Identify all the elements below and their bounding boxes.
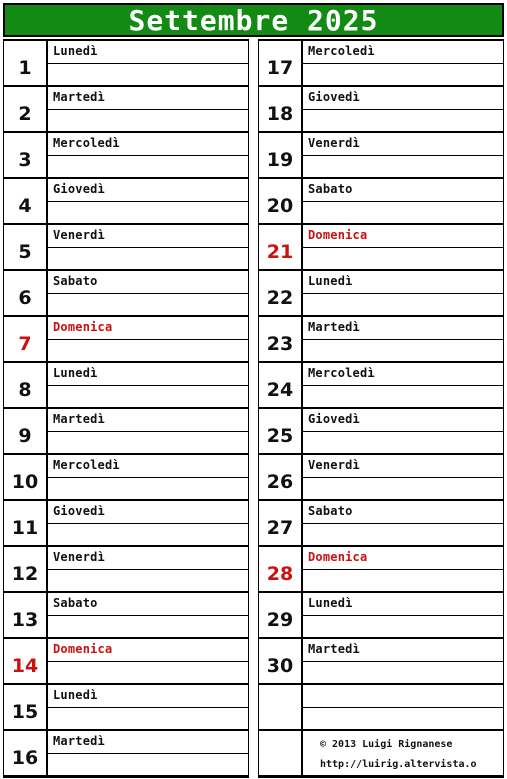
empty-row <box>259 731 503 777</box>
day-row <box>4 547 248 593</box>
note-line <box>48 155 248 156</box>
day-row <box>4 639 248 685</box>
day-notes-area[interactable] <box>48 593 248 637</box>
note-line <box>48 661 248 662</box>
day-notes-area[interactable] <box>48 409 248 453</box>
note-line <box>48 523 248 524</box>
day-notes-area[interactable] <box>48 87 248 131</box>
day-number: 13 <box>4 593 48 637</box>
weekday-name: Lunedì <box>308 274 353 288</box>
weekday-name: Sabato <box>308 182 353 196</box>
day-number: 14 <box>4 639 48 683</box>
weekday-name: Mercoledì <box>308 366 375 380</box>
day-notes-area[interactable] <box>48 179 248 223</box>
day-number: 30 <box>259 639 303 683</box>
note-line <box>303 385 503 386</box>
day-number: 27 <box>259 501 303 545</box>
day-notes-area[interactable] <box>303 179 503 223</box>
day-row <box>4 409 248 455</box>
day-number: 7 <box>4 317 48 361</box>
day-number: 9 <box>4 409 48 453</box>
day-number: 18 <box>259 87 303 131</box>
day-number: 17 <box>259 41 303 85</box>
note-line <box>48 293 248 294</box>
weekday-name: Mercoledì <box>308 44 375 58</box>
day-row <box>4 501 248 547</box>
day-notes-area[interactable] <box>48 317 248 361</box>
day-number: 15 <box>4 685 48 729</box>
day-row <box>4 41 248 87</box>
weekday-name: Giovedì <box>53 504 105 518</box>
day-notes-area[interactable] <box>48 225 248 269</box>
copyright-text: © 2013 Luigi Rignanese <box>320 739 453 750</box>
day-number: 8 <box>4 363 48 407</box>
note-line <box>48 247 248 248</box>
day-row <box>4 593 248 639</box>
weekday-name: Mercoledì <box>53 458 120 472</box>
day-notes-area[interactable] <box>48 133 248 177</box>
day-row <box>259 133 503 179</box>
day-row <box>259 317 503 363</box>
day-notes-area[interactable] <box>303 363 503 407</box>
weekday-name: Giovedì <box>308 90 360 104</box>
weekday-name: Venerdì <box>53 550 105 564</box>
day-notes-area[interactable] <box>303 547 503 591</box>
day-row <box>4 87 248 133</box>
note-line <box>303 615 503 616</box>
day-notes-area[interactable] <box>303 87 503 131</box>
right-day-column <box>258 39 504 778</box>
day-notes-area[interactable] <box>48 501 248 545</box>
note-line <box>48 615 248 616</box>
weekday-name: Martedì <box>53 734 105 748</box>
day-row <box>259 363 503 409</box>
day-row <box>259 225 503 271</box>
day-row <box>259 501 503 547</box>
weekday-name: Martedì <box>308 642 360 656</box>
day-number: 21 <box>259 225 303 269</box>
day-row <box>259 179 503 225</box>
note-line <box>303 155 503 156</box>
calendar-title: Settembre 2025 <box>128 3 379 37</box>
day-row <box>4 363 248 409</box>
weekday-name: Mercoledì <box>53 136 120 150</box>
note-line <box>48 63 248 64</box>
weekday-name: Venerdì <box>308 136 360 150</box>
note-line <box>303 477 503 478</box>
note-line <box>303 431 503 432</box>
day-row <box>4 685 248 731</box>
day-row <box>259 271 503 317</box>
day-number: 1 <box>4 41 48 85</box>
day-number: 26 <box>259 455 303 499</box>
weekday-name: Sabato <box>308 504 353 518</box>
note-line <box>303 63 503 64</box>
weekday-name: Sabato <box>53 274 98 288</box>
day-row <box>259 593 503 639</box>
day-number: 4 <box>4 179 48 223</box>
day-row <box>4 731 248 777</box>
empty-notes-area <box>303 685 503 729</box>
day-row <box>259 455 503 501</box>
day-notes-area[interactable] <box>48 547 248 591</box>
weekday-name: Lunedì <box>308 596 353 610</box>
note-line <box>48 201 248 202</box>
left-day-column <box>3 39 249 778</box>
note-line <box>303 109 503 110</box>
note-line <box>303 201 503 202</box>
weekday-name: Lunedì <box>53 688 98 702</box>
weekday-name: Giovedì <box>308 412 360 426</box>
day-row <box>4 271 248 317</box>
day-notes-area[interactable] <box>303 133 503 177</box>
weekday-name: Sabato <box>53 596 98 610</box>
day-number: 25 <box>259 409 303 453</box>
day-notes-area[interactable] <box>303 455 503 499</box>
day-notes-area[interactable] <box>48 685 248 729</box>
note-line <box>303 247 503 248</box>
day-row <box>259 87 503 133</box>
weekday-name: Giovedì <box>53 182 105 196</box>
day-notes-area[interactable] <box>48 455 248 499</box>
day-row <box>259 409 503 455</box>
weekday-name: Domenica <box>308 228 368 242</box>
day-number: 5 <box>4 225 48 269</box>
day-row <box>4 317 248 363</box>
note-line <box>303 293 503 294</box>
empty-row <box>259 685 503 731</box>
day-notes-area[interactable] <box>303 501 503 545</box>
note-line <box>48 339 248 340</box>
note-line <box>48 753 248 754</box>
day-row <box>4 179 248 225</box>
weekday-name: Lunedì <box>53 366 98 380</box>
day-number: 22 <box>259 271 303 315</box>
day-notes-area[interactable] <box>48 363 248 407</box>
weekday-name: Domenica <box>53 642 113 656</box>
weekday-name: Martedì <box>53 90 105 104</box>
day-number: 10 <box>4 455 48 499</box>
day-number: 20 <box>259 179 303 223</box>
note-line <box>48 385 248 386</box>
note-line <box>303 661 503 662</box>
website-link[interactable]: http://luirig.altervista.o <box>320 759 477 770</box>
empty-day-number <box>259 731 303 775</box>
note-line <box>303 569 503 570</box>
empty-day-number <box>259 685 303 729</box>
weekday-name: Venerdì <box>308 458 360 472</box>
weekday-name: Martedì <box>308 320 360 334</box>
day-notes-area[interactable] <box>303 41 503 85</box>
day-row <box>4 455 248 501</box>
day-notes-area[interactable] <box>303 409 503 453</box>
note-line <box>303 339 503 340</box>
day-number: 11 <box>4 501 48 545</box>
day-row <box>259 547 503 593</box>
day-number: 29 <box>259 593 303 637</box>
day-notes-area[interactable] <box>48 639 248 683</box>
note-line <box>48 109 248 110</box>
day-notes-area[interactable] <box>303 225 503 269</box>
day-notes-area[interactable] <box>48 271 248 315</box>
day-number: 3 <box>4 133 48 177</box>
note-line <box>303 523 503 524</box>
day-number: 16 <box>4 731 48 775</box>
day-number: 19 <box>259 133 303 177</box>
note-line <box>303 707 503 708</box>
day-row <box>4 133 248 179</box>
note-line <box>48 707 248 708</box>
day-row <box>259 639 503 685</box>
calendar-title-bar <box>3 3 504 37</box>
day-row <box>4 225 248 271</box>
day-notes-area[interactable] <box>48 41 248 85</box>
day-notes-area[interactable] <box>303 271 503 315</box>
day-notes-area[interactable] <box>303 317 503 361</box>
weekday-name: Lunedì <box>53 44 98 58</box>
day-number: 6 <box>4 271 48 315</box>
day-number: 12 <box>4 547 48 591</box>
day-number: 23 <box>259 317 303 361</box>
day-notes-area[interactable] <box>303 593 503 637</box>
weekday-name: Domenica <box>53 320 113 334</box>
day-number: 2 <box>4 87 48 131</box>
day-row <box>259 41 503 87</box>
weekday-name: Domenica <box>308 550 368 564</box>
note-line <box>48 431 248 432</box>
note-line <box>48 569 248 570</box>
day-number: 24 <box>259 363 303 407</box>
day-notes-area[interactable] <box>303 639 503 683</box>
day-number: 28 <box>259 547 303 591</box>
day-notes-area[interactable] <box>48 731 248 775</box>
weekday-name: Venerdì <box>53 228 105 242</box>
weekday-name: Martedì <box>53 412 105 426</box>
note-line <box>48 477 248 478</box>
